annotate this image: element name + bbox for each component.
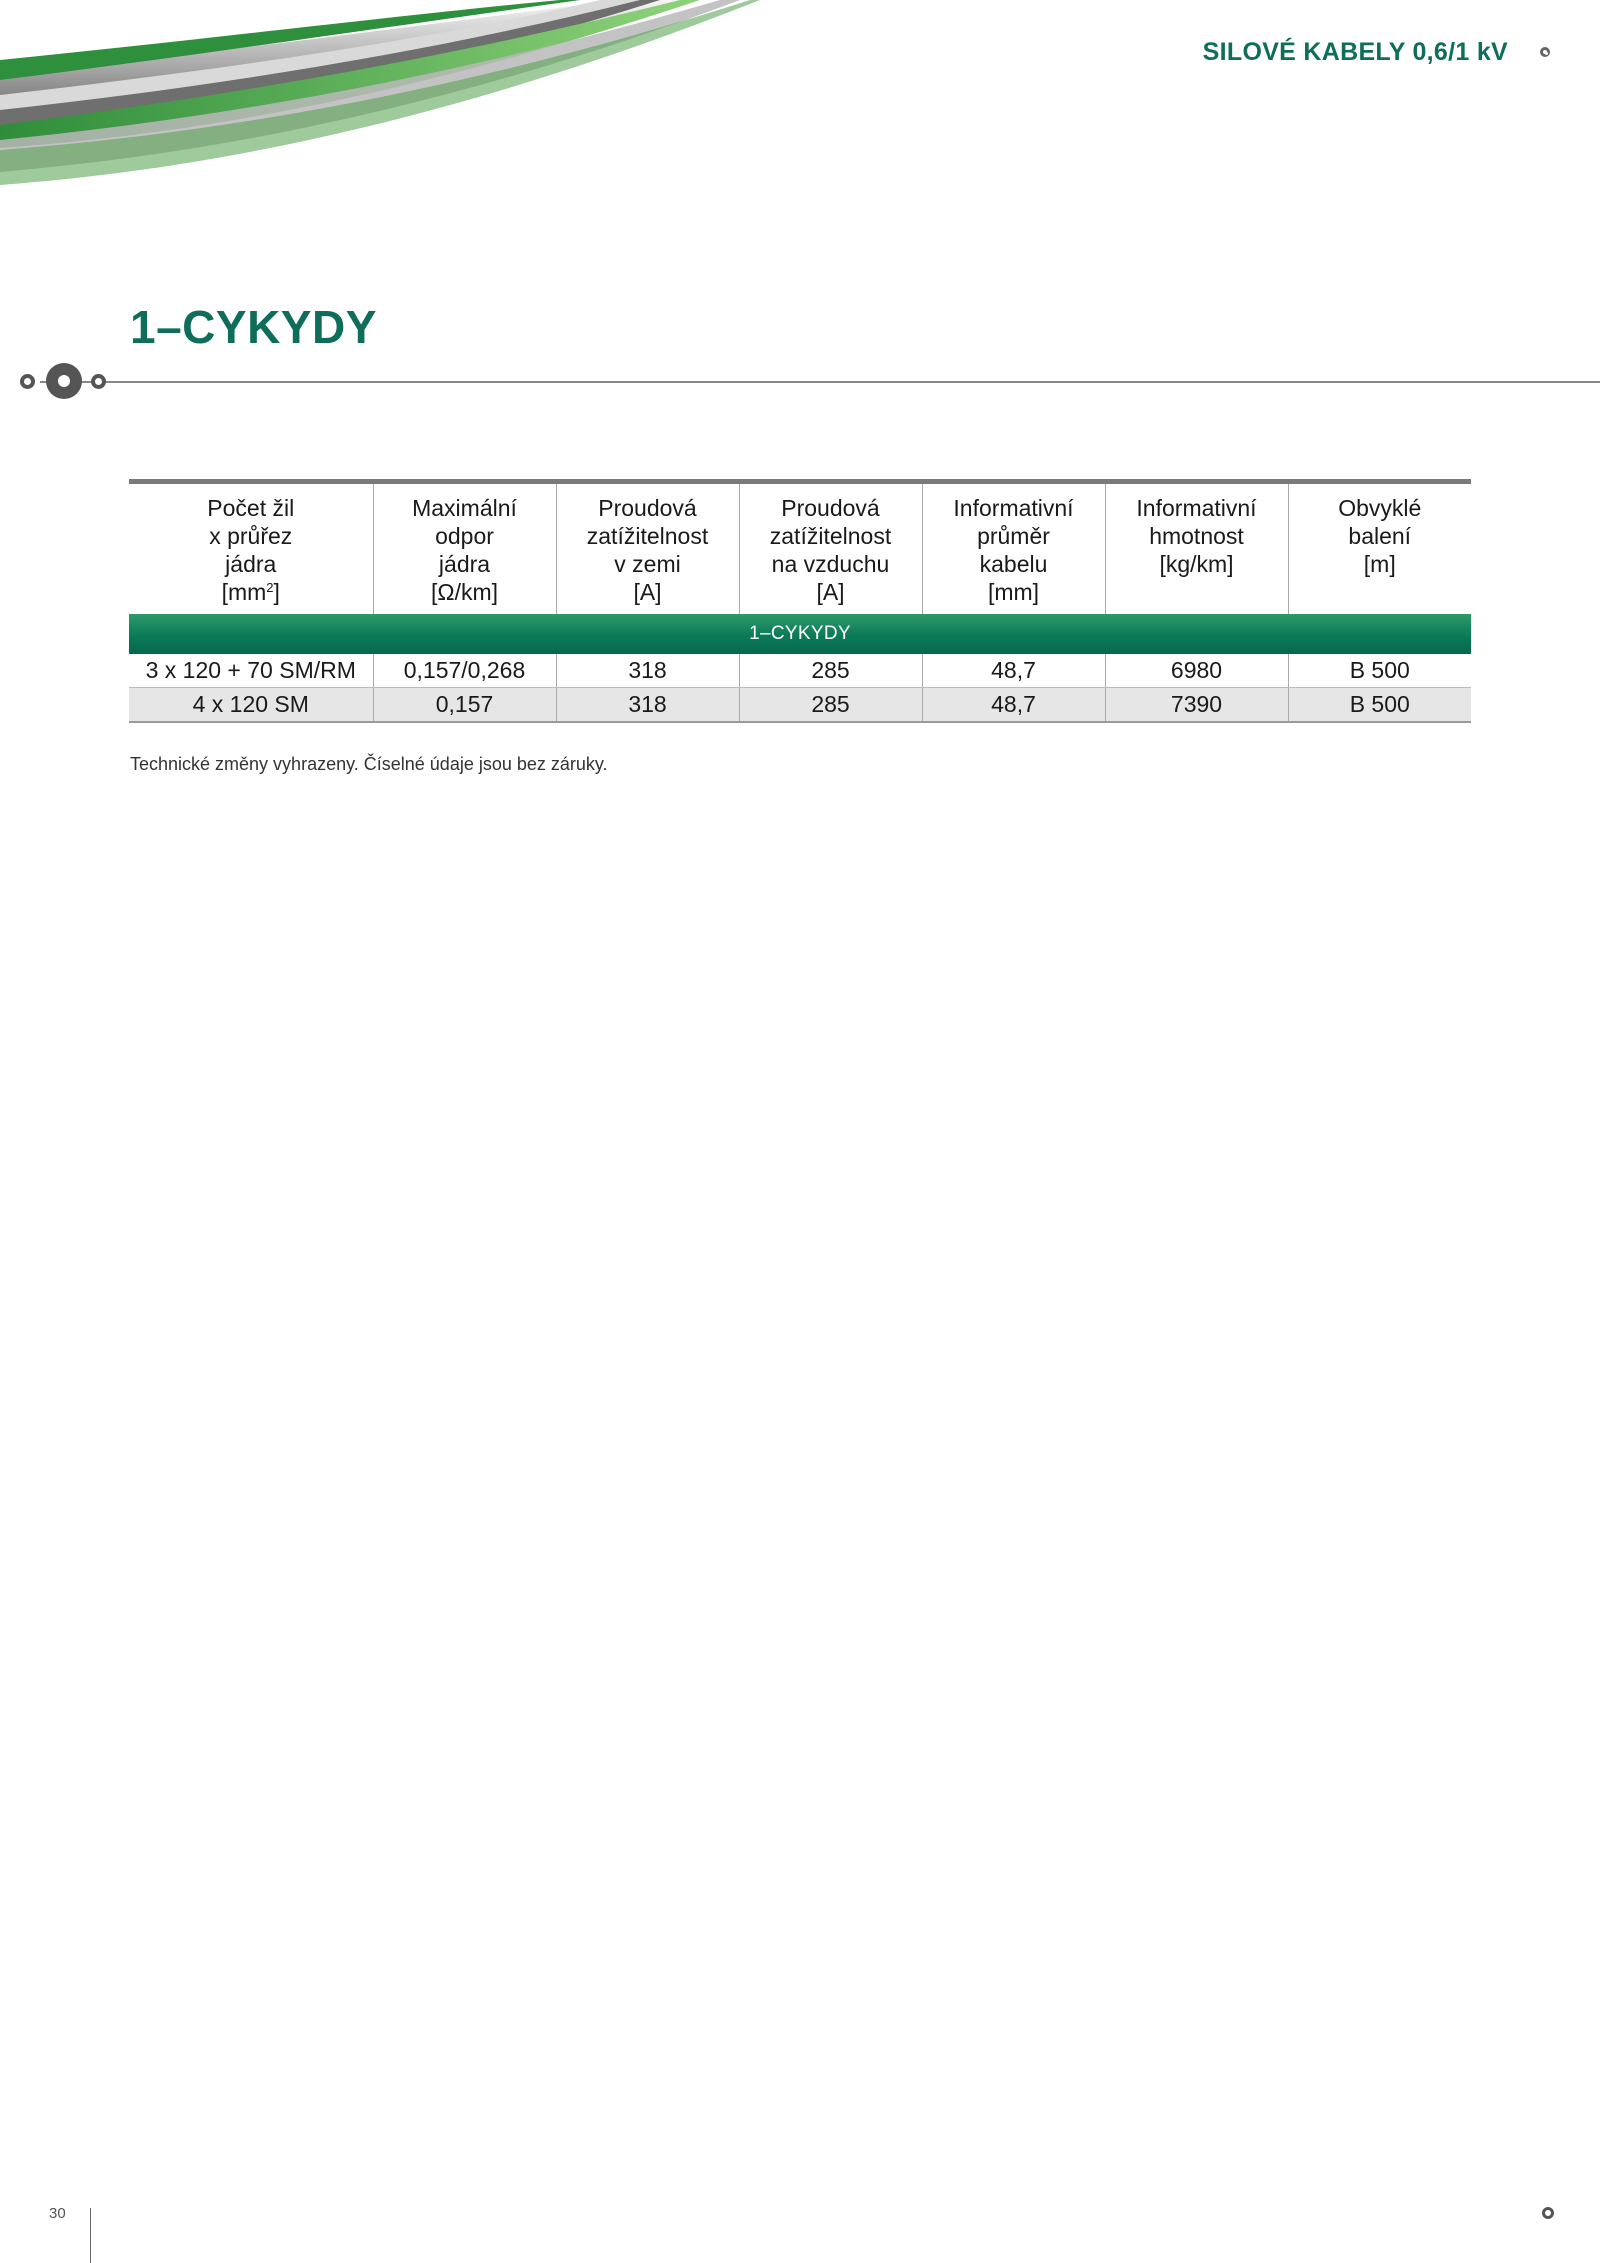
column-header: Proudová zatížitelnost na vzduchu [A] [739, 482, 922, 615]
disclaimer-note: Technické změny vyhrazeny. Číselné údaje jsou bez záruky. [130, 754, 608, 774]
small-circle-icon [20, 374, 35, 389]
column-header: Počet žil x průřez jádra $[mm^2]$ [207, 495, 295, 605]
table-cell: B 500 [1288, 654, 1471, 688]
small-circle-icon [91, 374, 106, 389]
header-dot-icon [1540, 47, 1550, 57]
header-title: SILOVÉ KABELY 0,6/1 kV [1202, 38, 1508, 66]
column-header: Obvyklé balení [m] [1288, 482, 1471, 615]
table-cell: 7390 [1105, 688, 1288, 723]
table-cell: 48,7 [922, 654, 1105, 688]
section-rule [40, 381, 1600, 383]
table-cell: 3 x 120 + 70 SM/RM [129, 654, 373, 688]
spec-table [129, 479, 1471, 723]
table-header-row [129, 482, 1471, 615]
column-header: Informativní průměr kabelu [mm] [922, 482, 1105, 615]
table-cell: 318 [556, 654, 739, 688]
group-band [129, 614, 1471, 654]
table-row [129, 654, 1471, 688]
group-label: 1–CYKYDY [129, 614, 1471, 654]
cable-decoration [0, 0, 760, 190]
table-cell: 285 [739, 654, 922, 688]
column-header: Informativní hmotnost [kg/km] [1105, 482, 1288, 615]
large-circle-icon [46, 363, 82, 399]
table-cell: 0,157/0,268 [373, 654, 556, 688]
table-cell: B 500 [1288, 688, 1471, 723]
section-title: 1–CYKYDY [130, 301, 377, 353]
page-number-divider [90, 2208, 91, 2263]
page-number: 30 [49, 2205, 66, 2222]
column-header: Proudová zatížitelnost v zemi [A] [556, 482, 739, 615]
table-cell: 285 [739, 688, 922, 723]
table-cell: 318 [556, 688, 739, 723]
table-cell: 0,157 [373, 688, 556, 723]
column-header: Maximální odpor jádra [Ω/km] [373, 482, 556, 615]
table-cell: 4 x 120 SM [129, 688, 373, 723]
footer-dot-icon [1542, 2207, 1554, 2219]
table-row [129, 688, 1471, 723]
table-cell: 6980 [1105, 654, 1288, 688]
table-cell: 48,7 [922, 688, 1105, 723]
